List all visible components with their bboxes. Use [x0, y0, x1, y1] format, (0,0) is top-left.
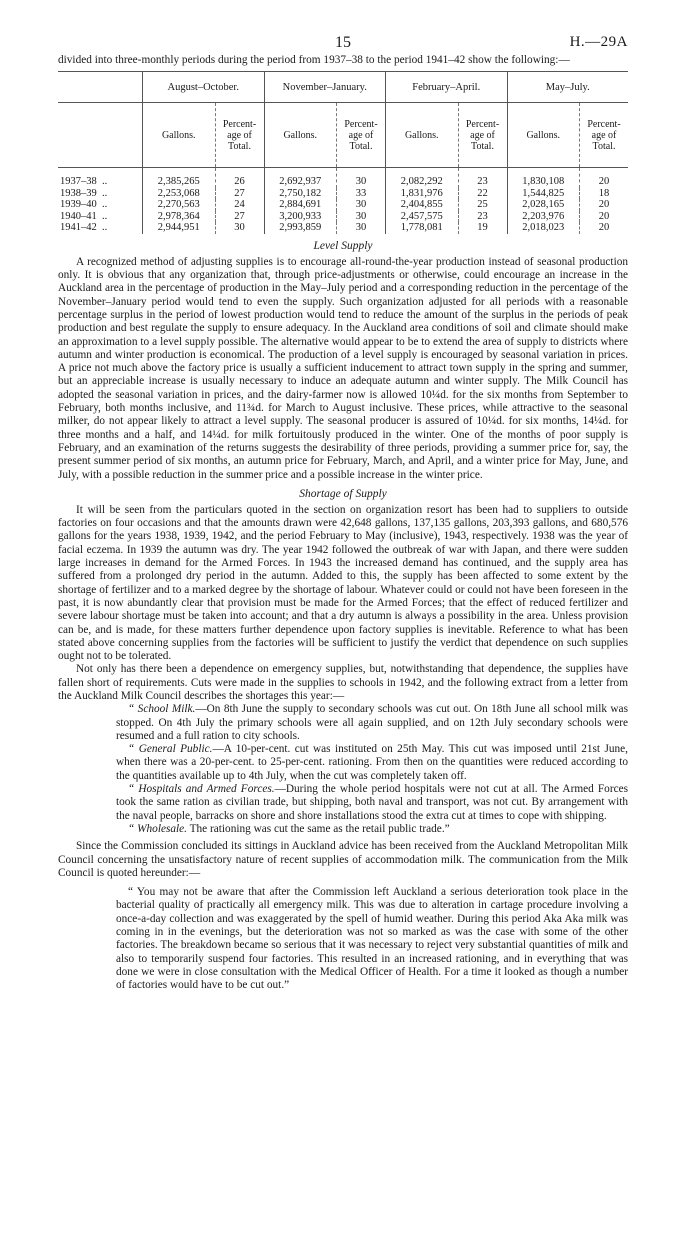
table-cell: 25 — [458, 199, 507, 211]
table-cell: 1,778,081 — [386, 222, 459, 234]
sub-header-gallons: Gallons. — [264, 103, 337, 168]
year-cell: 1940–41 — [60, 210, 97, 222]
quote-hospitals — [116, 783, 628, 823]
quote-label: “ Wholesale. — [128, 822, 187, 835]
supply-table — [58, 71, 628, 234]
group-header: May–July. — [507, 72, 628, 103]
quote-school-milk — [116, 703, 628, 743]
table-cell: 20 — [580, 222, 629, 234]
page-header — [58, 28, 628, 54]
shortage-paragraph-2: Not only has there been a dependence on emergency supplies, but, notwithstanding that dependence, the supplies have fallen short of requirements. Cuts were made in the supplies to schools in 1942, and the following extract from a letter from the Auckland Milk Council describes the shortages this year:— — [58, 663, 628, 702]
table-row — [58, 222, 628, 234]
level-supply-paragraph: A recognized method of adjusting supplies is to encourage all-round-the-year production instead of seasonal production only. It is obvious that any organization that, through price-adjustments or otherwise, could encourage an increase in the Auckland area in the percentage of production in the May–July period and a corresponding reduction in the percentage of the November–January period would tend to even the supply. Such organization adjusted for all periods with a reasonable percentage surplus in the period of lowest production would tend to reduce the amount of the surplus in the periods of peak production and best regulate the supply to ensure adequacy. In the Auckland area conditions of soil and climate should make an approximation to a level supply possible. The alternative would appear to be to extend the area of supply to districts where autumn and winter production is economical. The production of a level supply is encouraged by seasonal variation in prices. A price not much above the factory price is usually a sufficient inducement to attract town supply in the spring and summer, but an appreciable increase is usually necessary to induce an adequate autumn and winter supply. The Milk Council has adopted the seasonal variation in prices, and the dairy-farmer now is allowed 10¼d. for the six months from September to February, both months inclusive, and 11¾d. for March to August inclusive. These prices, while attractive to the seasonal milker, do not appear likely to attract a level supply. The seasonal producer is assured of 10¼d. for six months, 14¼d. for three months and a half, and 14¼d. for milk fortuitously produced in the winter. One of the months of poor supply is February, and an examination of the returns suggests the desirability of three periods, providing a summer price for, say, the present summer period of six months, an autumn price for February, March, and April, and a winter price for May, June, and July, with a possible reduction in the summer price and a possible increase in the winter price. — [58, 255, 628, 481]
table-row — [58, 188, 628, 200]
table-cell: 2,750,182 — [264, 188, 337, 200]
document-page — [58, 28, 628, 993]
quote-text: —During the whole period hospitals were not cut at all. The Armed Forces took the same ration as civilian trade, but shipping, both naval and transport, was not cut. By arrangement with the naval people, barracks on shore and shore installations stood the extra cut at times to cope with shipping. — [116, 783, 629, 822]
leader-dots: .. — [102, 210, 108, 222]
table-row — [58, 199, 628, 211]
table-cell: 33 — [337, 188, 386, 200]
group-header: November–January. — [264, 72, 386, 103]
leader-dots: .. — [102, 176, 108, 188]
table-cell: 2,944,951 — [143, 222, 216, 234]
table-cell: 27 — [215, 188, 264, 200]
table-cell: 2,082,292 — [386, 168, 459, 188]
leader-dots: .. — [102, 187, 108, 199]
table-cell: 20 — [580, 211, 629, 223]
document-reference: H.—29A — [569, 34, 628, 50]
table-cell: 30 — [215, 222, 264, 234]
table-cell: 24 — [215, 199, 264, 211]
table-row — [58, 211, 628, 223]
table-cell: 30 — [337, 222, 386, 234]
quote-label: “ Hospitals and Armed Forces. — [128, 783, 275, 796]
leader-dots: .. — [102, 199, 108, 211]
table-cell: 2,692,937 — [264, 168, 337, 188]
table-cell: 23 — [458, 211, 507, 223]
shortage-paragraph-1: It will be seen from the particulars quoted in the section on organization resort has been had to suppliers to outside factories on four occasions and that the amounts drawn were 42,648 gallons, 137,135 gallons, 203,393 gallons, and 680,576 gallons for the years 1938, 1939, 1942, and the period February to May (inclusive), 1943, respectively. 1938 was the year of facial eczema. In 1939 the autumn was dry. The year 1942 followed the outbreak of war with Japan, and there were sudden large increases in demand for the Armed Forces. In 1943 the increased demand has continued, and the supply area has suffered from a prolonged dry period in the autumn. Added to this, the supply has been affected to some extent by the shortage of fertilizer and to a marked degree by the shortage of labour. Whatever could or could not have been foreseen in the past, it is now abundantly clear that provision must be made for the Armed Forces; that the effect of reduced fertilizer and severe labour shortage must be taken into account; and that a dry autumn is always a possibility in the area. Unless provision can be, and is made, for these matters further dependence upon factory supplies is inevitable. Reference to what has been stated above concerning supplies from the factories will be sufficient to justify the verdict that dependence on such supplies ought not to be tolerated. — [58, 503, 628, 663]
sub-header-gallons: Gallons. — [143, 103, 216, 168]
shortage-heading: Shortage of Supply — [299, 487, 387, 500]
table-cell: 2,457,575 — [386, 211, 459, 223]
year-cell: 1939–40 — [60, 199, 97, 211]
quote-text: —On 8th June the supply to secondary schools was cut out. On 18th June all school milk was stopped. On 4th July the primary schools were all again supplied, and on 12th July secondary schools were resumed and a full ration to city schools. — [116, 703, 628, 742]
quote-text: —A 10-per-cent. cut was instituted on 25th May. This cut was imposed until 21st June, when there was a 20-per-cent. to 25-per-cent. rationing. From then on the quantities were reduced according to the quantities available up to 4th July, when the cut was completely taken off. — [116, 743, 628, 782]
sub-header-gallons: Gallons. — [507, 103, 580, 168]
intro-text: divided into three-monthly periods during the period from 1937–38 to the period 1941–42 show the following:— — [58, 54, 570, 66]
table-cell: 2,253,068 — [143, 188, 216, 200]
table-cell: 2,884,691 — [264, 199, 337, 211]
group-header: February–April. — [386, 72, 508, 103]
table-cell: 1,830,108 — [507, 168, 580, 188]
quote-label: “ General Public. — [128, 743, 213, 756]
table-group-header-row — [58, 72, 628, 103]
table-cell: 2,385,265 — [143, 168, 216, 188]
table-cell: 2,028,165 — [507, 199, 580, 211]
table-cell: 19 — [458, 222, 507, 234]
quote-label: “ School Milk. — [128, 703, 196, 716]
sub-header-gallons: Gallons. — [386, 103, 459, 168]
year-cell: 1937–38 — [60, 176, 97, 188]
table-row — [58, 168, 628, 188]
table-cell: 30 — [337, 211, 386, 223]
page-number: 15 — [335, 34, 351, 51]
table-cell: 18 — [580, 188, 629, 200]
milk-council-quote: “ You may not be aware that after the Commission left Auckland a serious deterioration took place in the bacterial quality of practically all emergency milk. This was due to alteration in cartage procedure involving a once-a-day collection and was exaggerated by the spell of humid weather. During this period Aka Aka milk was coming in in the evenings, but the deterioration was not so marked as was the case with some of the other factories. The breakdown became so serious that it was necessary to reject very substantial quantities of milk and also to temporarily suspend four factories. This resulted in an increased rationing, and in everything that was done we were in close consultation with the Medical Officer of Health. For a time it looked as though a number of factories would have to be cut out.” — [116, 886, 628, 992]
table-cell: 22 — [458, 188, 507, 200]
sub-header-percent: Percent-age of Total. — [458, 103, 507, 168]
table-cell: 2,203,976 — [507, 211, 580, 223]
table-cell: 2,993,859 — [264, 222, 337, 234]
sub-header-percent: Percent-age of Total. — [580, 103, 629, 168]
leader-dots: .. — [102, 222, 108, 234]
table-cell: 27 — [215, 211, 264, 223]
table-cell: 2,978,364 — [143, 211, 216, 223]
table-cell: 30 — [337, 199, 386, 211]
shortage-paragraph-3: Since the Commission concluded its sittings in Auckland advice has been received from the Auckland Metropolitan Milk Council concerning the unsatisfactory nature of recent supplies of accommodation milk. The communication from the Milk Council is quoted hereunder:— — [58, 840, 628, 879]
quote-general-public — [116, 743, 628, 783]
table-cell: 3,200,933 — [264, 211, 337, 223]
level-supply-heading: Level Supply — [313, 239, 373, 252]
table-cell: 1,544,825 — [507, 188, 580, 200]
table-cell: 20 — [580, 199, 629, 211]
table-cell: 2,404,855 — [386, 199, 459, 211]
sub-header-percent: Percent-age of Total. — [337, 103, 386, 168]
quote-wholesale — [116, 823, 628, 836]
year-cell: 1938–39 — [60, 187, 97, 199]
table-cell: 2,018,023 — [507, 222, 580, 234]
table-cell: 2,270,563 — [143, 199, 216, 211]
sub-header-percent: Percent-age of Total. — [215, 103, 264, 168]
year-cell: 1941–42 — [60, 222, 97, 234]
table-cell: 20 — [580, 168, 629, 188]
table-cell: 23 — [458, 168, 507, 188]
table-cell: 26 — [215, 168, 264, 188]
quote-text: The rationing was cut the same as the retail public trade.” — [187, 822, 450, 835]
table-cell: 30 — [337, 168, 386, 188]
group-header: August–October. — [143, 72, 265, 103]
table-sub-header-row — [58, 103, 628, 168]
table-cell: 1,831,976 — [386, 188, 459, 200]
